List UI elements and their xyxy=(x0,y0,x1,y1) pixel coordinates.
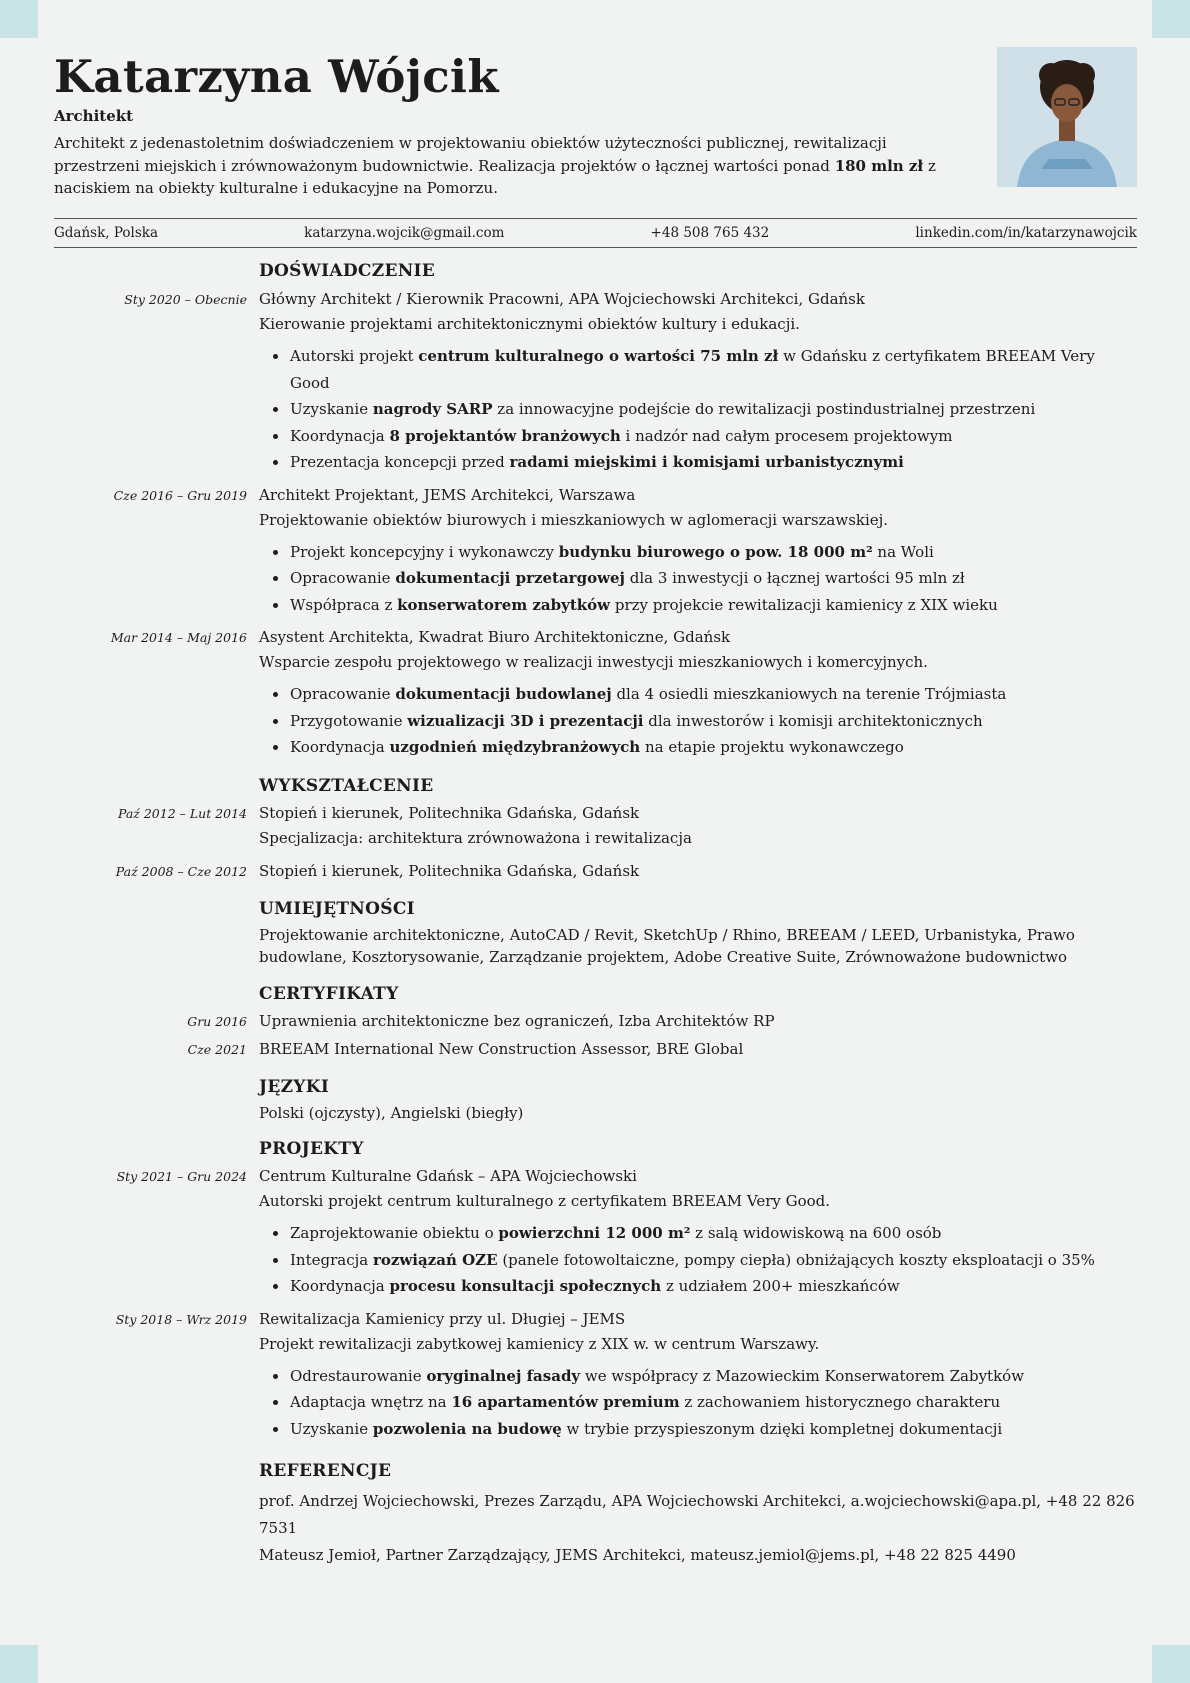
bullet-item: • Projekt koncepcyjny i wykonawczy budynku biurowego o pow. 18 000 m² na Woli xyxy=(289,539,1137,566)
entry-dates: Mar 2014 – Maj 2016 xyxy=(110,630,247,645)
skills-text: Projektowanie architektoniczne, AutoCAD / Revit, SketchUp / Rhino, BREEAM / LEED, Urbanistyka, Prawo budowlane, Kosztorysowanie, Zarządzanie projektem, Adobe Creative Suite, Zrównoważone budownictwo xyxy=(259,925,1075,966)
entry-description: Autorski projekt centrum kulturalnego z certyfikatem BREEAM Very Good. xyxy=(259,1192,831,1210)
entry-role: Stopień i kierunek, Politechnika Gdańska, Gdańsk xyxy=(259,861,640,880)
entry-role: Główny Architekt / Kierownik Pracowni, APA Wojciechowski Architekci, Gdańsk xyxy=(259,290,865,308)
bullet-item: • Opracowanie dokumentacji przetargowej dla 3 inwestycji o łącznej wartości 95 mln zł xyxy=(289,565,1137,592)
entry-dates: Sty 2018 – Wrz 2019 xyxy=(115,1311,247,1327)
certificate-entry xyxy=(54,1037,1137,1062)
bullet-item: • Uzyskanie nagrody SARP za innowacyjne podejście do rewitalizacji postindustrialnej przestrzeni xyxy=(289,396,1137,423)
profile-photo xyxy=(997,47,1137,187)
section-title-skills: UMIEJĘTNOŚCI xyxy=(259,898,415,919)
entry-dates: Cze 2016 – Gru 2019 xyxy=(113,487,247,503)
entry-description: Kierowanie projektami architektonicznymi obiektów kultury i edukacji. xyxy=(259,315,800,333)
references-list xyxy=(259,1488,1137,1569)
certificate-text: BREEAM International New Construction Assessor, BRE Global xyxy=(259,1039,744,1058)
entry-dates: Sty 2021 – Gru 2024 xyxy=(116,1169,247,1184)
job-title: Architekt xyxy=(54,107,134,125)
languages-text: Polski (ojczysty), Angielski (biegły) xyxy=(259,1103,524,1122)
section-title-projects: PROJEKTY xyxy=(259,1139,364,1159)
experience-entry xyxy=(54,287,1137,476)
corner-decoration xyxy=(1152,0,1190,38)
corner-decoration xyxy=(1152,1645,1190,1683)
entry-bullets xyxy=(259,1220,1137,1300)
entry-bullets xyxy=(259,343,1137,476)
experience-entry xyxy=(54,483,1137,619)
entry-bullets xyxy=(259,539,1137,619)
entry-dates: Gru 2016 xyxy=(187,1013,247,1029)
entry-dates: Paź 2012 – Lut 2014 xyxy=(117,805,247,821)
bullet-item: • Uzyskanie pozwolenia na budowę w trybie przyspieszonym dzięki kompletnej dokumentacji xyxy=(289,1416,1137,1443)
corner-decoration xyxy=(0,0,38,38)
section-title-languages: JĘZYKI xyxy=(259,1076,330,1097)
bullet-item: • Odrestaurowanie oryginalnej fasady we współpracy z Mazowieckim Konserwatorem Zabytków xyxy=(289,1363,1137,1390)
resume-header xyxy=(54,50,964,200)
email-link[interactable]: katarzyna.wojcik@gmail.com xyxy=(304,225,505,241)
bullet-item: • Prezentacja koncepcji przed radami miejskimi i komisjami urbanistycznymi xyxy=(289,449,1137,476)
entry-dates: Cze 2021 xyxy=(187,1041,247,1057)
bullet-item: • Opracowanie dokumentacji budowlanej dla 4 osiedli mieszkaniowych na terenie Trójmiasta xyxy=(289,681,1137,708)
education-entry xyxy=(54,801,1137,851)
entry-description: Projektowanie obiektów biurowych i mieszkaniowych w aglomeracji warszawskiej. xyxy=(259,510,889,529)
bullet-item: • Integracja rozwiązań OZE (panele fotowoltaiczne, pompy ciepła) obniżających koszty eksploatacji o 35% xyxy=(289,1247,1137,1274)
entry-bullets xyxy=(259,1363,1137,1443)
entry-description: Wsparcie zespołu projektowego w realizacji inwestycji mieszkaniowych i komercyjnych. xyxy=(259,653,928,671)
entry-description: Projekt rewitalizacji zabytkowej kamienicy z XIX w. w centrum Warszawy. xyxy=(259,1334,820,1353)
certificate-entry xyxy=(54,1009,1137,1034)
project-entry xyxy=(54,1164,1137,1300)
experience-entry xyxy=(54,625,1137,761)
section-title-certificates: CERTYFIKATY xyxy=(259,983,399,1004)
project-entry xyxy=(54,1307,1137,1443)
section-title-education: WYKSZTAŁCENIE xyxy=(259,775,434,796)
entry-dates: Sty 2020 – Obecnie xyxy=(124,292,247,307)
candidate-name: Katarzyna Wójcik xyxy=(54,50,499,103)
bullet-item: • Adaptacja wnętrz na 16 apartamentów premium z zachowaniem historycznego charakteru xyxy=(289,1389,1137,1416)
bullet-item: • Zaprojektowanie obiektu o powierzchni 12 000 m² z salą widowiskową na 600 osób xyxy=(289,1220,1137,1247)
bullet-item: • Koordynacja uzgodnień międzybranżowych na etapie projektu wykonawczego xyxy=(289,734,1137,761)
certificate-text: Uprawnienia architektoniczne bez ograniczeń, Izba Architektów RP xyxy=(259,1011,775,1030)
corner-decoration xyxy=(0,1645,38,1683)
entry-description: Specjalizacja: architektura zrównoważona i rewitalizacja xyxy=(259,828,692,847)
bullet-item: • Koordynacja procesu konsultacji społecznych z udziałem 200+ mieszkańców xyxy=(289,1273,1137,1300)
entry-role: Rewitalizacja Kamienicy przy ul. Długiej – JEMS xyxy=(259,1309,626,1328)
entry-bullets xyxy=(259,681,1137,761)
reference-item: prof. Andrzej Wojciechowski, Prezes Zarządu, APA Wojciechowski Architekci, a.wojciechowski@apa.pl, +48 22 826 7531 xyxy=(259,1492,1135,1537)
bullet-item: • Autorski projekt centrum kulturalnego o wartości 75 mln zł w Gdańsku z certyfikatem BREEAM Very Good xyxy=(289,343,1137,396)
bullet-item: • Przygotowanie wizualizacji 3D i prezentacji dla inwestorów i komisji architektonicznych xyxy=(289,708,1137,735)
entry-role: Asystent Architekta, Kwadrat Biuro Architektoniczne, Gdańsk xyxy=(259,628,731,646)
linkedin-link[interactable]: linkedin.com/in/katarzynawojcik xyxy=(915,225,1137,241)
location-text: Gdańsk, Polska xyxy=(54,225,158,241)
education-entry xyxy=(54,859,1137,884)
entry-role: Stopień i kierunek, Politechnika Gdańska, Gdańsk xyxy=(259,803,640,822)
entry-dates: Paź 2008 – Cze 2012 xyxy=(115,863,247,879)
reference-item: Mateusz Jemioł, Partner Zarządzający, JEMS Architekci, mateusz.jemiol@jems.pl, +48 22 825 4490 xyxy=(259,1546,1016,1564)
contact-bar xyxy=(54,218,1137,248)
resume-body xyxy=(54,258,1137,1569)
section-title-experience: DOŚWIADCZENIE xyxy=(259,261,436,281)
profile-summary: Architekt z jedenastoletnim doświadczeniem w projektowaniu obiektów użyteczności publicznej, rewitalizacji przestrzeni miejskich i zrównoważonym budownictwie. Realizacja projektów o łącznej wartości ponad 180 mln zł z naciskiem na obiekty kulturalne i edukacyjne na Pomorzu. xyxy=(54,134,936,197)
section-title-references: REFERENCJE xyxy=(259,1461,392,1481)
entry-role: Centrum Kulturalne Gdańsk – APA Wojciechowski xyxy=(259,1167,637,1185)
phone-text: +48 508 765 432 xyxy=(650,225,770,241)
bullet-item: • Koordynacja 8 projektantów branżowych i nadzór nad całym procesem projektowym xyxy=(289,423,1137,450)
bullet-item: • Współpraca z konserwatorem zabytków przy projekcie rewitalizacji kamienicy z XIX wieku xyxy=(289,592,1137,619)
entry-role: Architekt Projektant, JEMS Architekci, Warszawa xyxy=(259,485,636,504)
